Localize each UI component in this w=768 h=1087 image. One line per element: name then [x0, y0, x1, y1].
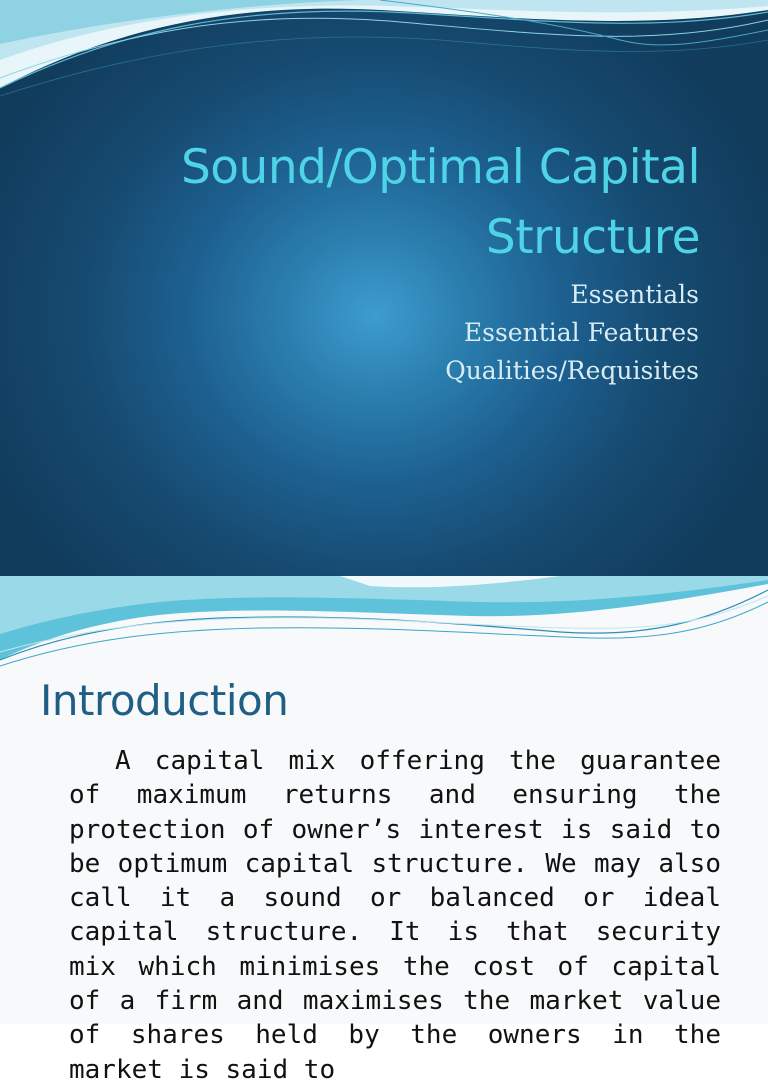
subtitle-line-qualities: Qualities/Requisites	[445, 356, 699, 385]
slide1-wave-decoration	[0, 0, 768, 110]
introduction-heading: Introduction	[40, 676, 289, 725]
title-line-2: Structure	[485, 210, 700, 265]
slide-subtitle	[99, 276, 699, 390]
title-line-1: Sound/Optimal Capital	[180, 140, 700, 195]
slide2-wave-decoration	[0, 576, 768, 676]
subtitle-line-essential-features: Essential Features	[463, 318, 699, 347]
subtitle-line-essentials: Essentials	[570, 280, 699, 309]
slide-title	[60, 133, 700, 273]
introduction-slide	[0, 576, 768, 1085]
introduction-body-text: A capital mix offering the guarantee of maximum returns and ensuring the protection of owner’s interest is said to be optimum capital structure. We may also call it a sound or balanced or ideal capital structure. It is that security mix which minimises the cost of capital of a firm and maximises the market value of shares held by the owners in the market is said to	[69, 746, 721, 1085]
